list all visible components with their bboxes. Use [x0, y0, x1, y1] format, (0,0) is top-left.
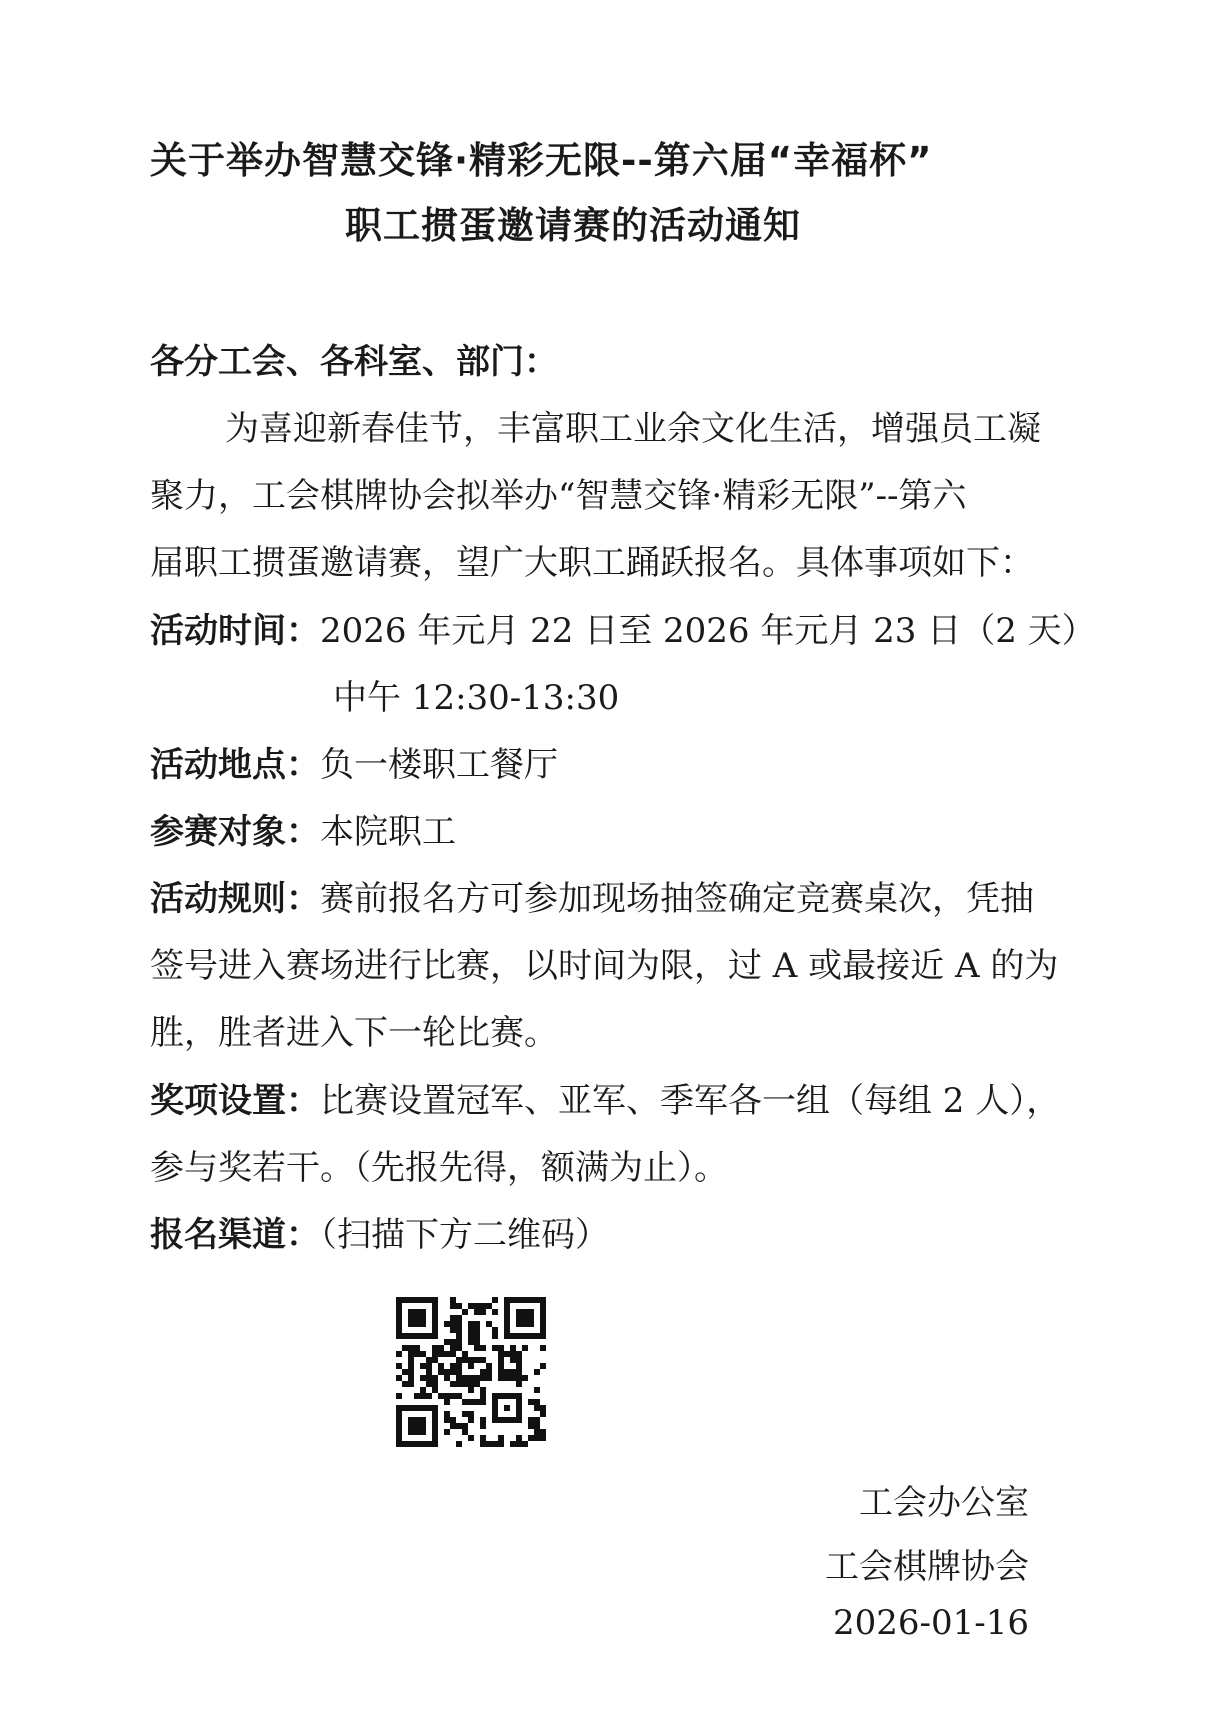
participants-label: 参赛对象：	[150, 812, 320, 852]
qr-module	[540, 1429, 546, 1435]
qr-module	[456, 1423, 462, 1429]
qr-module	[516, 1435, 522, 1441]
qr-module	[528, 1423, 534, 1429]
qr-module	[420, 1351, 426, 1357]
qr-module	[540, 1435, 546, 1441]
qr-module	[540, 1363, 546, 1369]
qr-module	[426, 1357, 432, 1363]
rules-section	[150, 866, 1100, 1067]
qr-module	[432, 1387, 438, 1393]
qr-module	[510, 1375, 516, 1381]
qr-module	[432, 1351, 438, 1357]
qr-module	[444, 1393, 450, 1399]
qr-module	[522, 1441, 528, 1447]
qr-module	[498, 1363, 504, 1369]
qr-module	[450, 1297, 456, 1303]
qr-module	[444, 1417, 450, 1423]
qr-module	[486, 1369, 492, 1375]
time-section	[150, 598, 1100, 732]
qr-module	[492, 1441, 498, 1447]
qr-module	[456, 1303, 462, 1309]
qr-module	[396, 1351, 402, 1357]
qr-module	[534, 1405, 540, 1411]
qr-module	[408, 1351, 414, 1357]
qr-module	[450, 1393, 456, 1399]
qr-module	[516, 1369, 522, 1375]
qr-module	[462, 1423, 468, 1429]
qr-module	[462, 1381, 468, 1387]
signup-label: 报名渠道：	[150, 1215, 320, 1255]
qr-module	[462, 1399, 468, 1405]
time-value-line2: 中午 12:30-13:30	[333, 678, 620, 718]
qr-module	[438, 1369, 444, 1375]
qr-module	[408, 1345, 414, 1351]
qr-module	[480, 1441, 486, 1447]
qr-module	[498, 1441, 504, 1447]
qr-module	[420, 1375, 426, 1381]
qr-module	[432, 1357, 438, 1363]
qr-module	[522, 1345, 528, 1351]
qr-module	[468, 1411, 474, 1417]
qr-module	[534, 1435, 540, 1441]
qr-module	[456, 1315, 462, 1321]
qr-module	[408, 1381, 414, 1387]
qr-module	[426, 1381, 432, 1387]
qr-module	[504, 1351, 510, 1357]
qr-module	[510, 1369, 516, 1375]
qr-module	[480, 1399, 486, 1405]
qr-module	[516, 1375, 522, 1381]
qr-module	[498, 1357, 504, 1363]
qr-module	[480, 1417, 486, 1423]
qr-module	[468, 1381, 474, 1387]
qr-module	[510, 1345, 516, 1351]
qr-module	[516, 1381, 522, 1387]
qr-module	[498, 1435, 504, 1441]
qr-module	[468, 1387, 474, 1393]
qr-module	[450, 1351, 456, 1357]
rules-label: 活动规则：	[150, 879, 320, 919]
qr-module	[474, 1399, 480, 1405]
qr-module	[474, 1303, 480, 1309]
qr-module	[438, 1345, 444, 1351]
qr-module	[492, 1327, 498, 1333]
qr-module	[456, 1441, 462, 1447]
qr-module	[474, 1327, 480, 1333]
qr-module	[468, 1321, 474, 1327]
qr-module	[426, 1375, 432, 1381]
qr-module	[402, 1345, 408, 1351]
awards-label: 奖项设置：	[150, 1081, 320, 1121]
qr-module	[438, 1393, 444, 1399]
qr-module	[492, 1333, 498, 1339]
qr-module	[480, 1393, 486, 1399]
awards-value-line1: 比赛设置冠军、亚军、季军各一组（每组 2 人），	[320, 1081, 1061, 1121]
location-section	[150, 732, 1100, 799]
qr-module	[396, 1393, 402, 1399]
qr-module	[468, 1375, 474, 1381]
qr-module	[462, 1357, 468, 1363]
intro-line-3: 届职工掼蛋邀请赛，望广大职工踊跃报名。具体事项如下：	[150, 543, 1034, 583]
qr-module	[534, 1369, 540, 1375]
qr-module	[486, 1363, 492, 1369]
qr-module	[468, 1357, 474, 1363]
qr-module	[456, 1357, 462, 1363]
participants-value: 本院职工	[320, 812, 456, 852]
qr-module	[396, 1375, 402, 1381]
intro-paragraph	[150, 396, 1100, 597]
qr-module	[438, 1363, 444, 1369]
awards-value-line2: 参与奖若干。（先报先得，额满为止）。	[150, 1148, 728, 1188]
qr-module	[516, 1357, 522, 1363]
qr-module	[534, 1423, 540, 1429]
qr-module	[474, 1333, 480, 1339]
qr-module	[474, 1339, 480, 1345]
qr-module	[426, 1369, 432, 1375]
qr-module	[450, 1303, 456, 1309]
qr-module	[438, 1351, 444, 1357]
qr-module	[414, 1345, 420, 1351]
qr-module	[474, 1375, 480, 1381]
qr-module	[486, 1375, 492, 1381]
qr-module	[444, 1321, 450, 1327]
location-value: 负一楼职工餐厅	[320, 745, 558, 785]
qr-module	[468, 1435, 474, 1441]
qr-module	[468, 1327, 474, 1333]
notice-title-line1: 关于举办智慧交锋·精彩无限--第六届“幸福杯”	[150, 139, 933, 182]
qr-module	[516, 1363, 522, 1369]
qr-module	[534, 1429, 540, 1435]
qr-module	[414, 1393, 420, 1399]
qr-module	[462, 1429, 468, 1435]
qr-module	[516, 1441, 522, 1447]
intro-line-1: 为喜迎新春佳节，丰富职工业余文化生活，增强员工凝	[225, 409, 1041, 449]
qr-module	[528, 1435, 534, 1441]
qr-module	[456, 1369, 462, 1375]
qr-module	[492, 1309, 498, 1315]
qr-module	[498, 1369, 504, 1375]
participants-section	[150, 799, 1100, 866]
qr-module	[522, 1375, 528, 1381]
qr-module	[468, 1399, 474, 1405]
qr-module	[450, 1363, 456, 1369]
qr-module	[462, 1375, 468, 1381]
qr-module	[444, 1339, 450, 1345]
signature-org1: 工会办公室	[859, 1483, 1029, 1523]
qr-module	[456, 1381, 462, 1387]
qr-module	[468, 1417, 474, 1423]
qr-module	[432, 1381, 438, 1387]
qr-module	[456, 1339, 462, 1345]
signature-date: 2026-01-16	[832, 1603, 1029, 1643]
qr-module	[486, 1303, 492, 1309]
qr-module	[408, 1369, 414, 1375]
qr-module	[498, 1345, 504, 1351]
qr-module	[426, 1393, 432, 1399]
qr-module	[474, 1309, 480, 1315]
qr-module	[456, 1333, 462, 1339]
qr-module	[450, 1417, 456, 1423]
qr-module	[510, 1441, 516, 1447]
qr-module	[408, 1357, 414, 1363]
qr-module	[504, 1369, 510, 1375]
qr-module	[450, 1339, 456, 1345]
signature-org2: 工会棋牌协会	[825, 1547, 1029, 1587]
qr-module	[480, 1369, 486, 1375]
qr-module	[444, 1351, 450, 1357]
qr-module	[426, 1363, 432, 1369]
qr-module	[396, 1363, 402, 1369]
qr-module	[480, 1357, 486, 1363]
qr-module	[498, 1375, 504, 1381]
qr-module	[444, 1411, 450, 1417]
qr-module	[402, 1381, 408, 1387]
signup-section	[150, 1202, 1100, 1269]
qr-module	[456, 1327, 462, 1333]
qr-module	[468, 1339, 474, 1345]
qr-module	[408, 1363, 414, 1369]
qr-module	[480, 1435, 486, 1441]
qr-module	[420, 1387, 426, 1393]
qr-module	[504, 1375, 510, 1381]
qr-module	[462, 1411, 468, 1417]
qr-module	[480, 1303, 486, 1309]
qr-module	[516, 1351, 522, 1357]
qr-module	[480, 1309, 486, 1315]
qr-module	[510, 1351, 516, 1357]
qr-module	[534, 1417, 540, 1423]
rules-value-line1: 赛前报名方可参加现场抽签确定竞赛桌次，凭抽	[320, 879, 1034, 919]
salutation: 各分工会、各科室、部门：	[150, 342, 558, 382]
qr-module	[456, 1393, 462, 1399]
qr-module	[408, 1375, 414, 1381]
qr-module	[456, 1345, 462, 1351]
awards-section	[150, 1068, 1100, 1202]
qr-module	[480, 1375, 486, 1381]
qr-module	[540, 1345, 546, 1351]
qr-module	[432, 1375, 438, 1381]
qr-module	[444, 1429, 450, 1435]
qr-module	[450, 1345, 456, 1351]
notice-title-line2: 职工掼蛋邀请赛的活动通知	[345, 204, 801, 247]
qr-module	[450, 1369, 456, 1375]
qr-module	[462, 1309, 468, 1315]
qr-module	[420, 1393, 426, 1399]
qr-module	[486, 1441, 492, 1447]
time-value: 2026 年元月 22 日至 2026 年元月 23 日（2 天）	[320, 611, 1096, 651]
intro-line-2: 聚力，工会棋牌协会拟举办“智慧交锋·精彩无限”--第六	[150, 476, 967, 516]
qr-module	[432, 1345, 438, 1351]
location-label: 活动地点：	[150, 745, 320, 785]
qr-module	[528, 1399, 534, 1405]
qr-module	[474, 1357, 480, 1363]
qr-module	[492, 1297, 498, 1303]
qr-module	[486, 1321, 492, 1327]
rules-value-line2: 签号进入赛场进行比赛，以时间为限，过 A 或最接近 A 的为	[150, 946, 1059, 986]
qr-module	[420, 1363, 426, 1369]
qr-module	[534, 1399, 540, 1405]
qr-module	[498, 1351, 504, 1357]
qr-module	[456, 1363, 462, 1369]
qr-code-icon[interactable]	[396, 1297, 546, 1447]
qr-module	[456, 1321, 462, 1327]
rules-value-line3: 胜，胜者进入下一轮比赛。	[150, 1013, 558, 1053]
qr-module	[414, 1351, 420, 1357]
qr-module	[450, 1315, 456, 1321]
qr-module	[474, 1321, 480, 1327]
qr-module	[480, 1387, 486, 1393]
qr-module	[444, 1399, 450, 1405]
qr-module	[450, 1381, 456, 1387]
qr-module	[480, 1423, 486, 1429]
qr-module	[450, 1321, 456, 1327]
qr-module	[540, 1405, 546, 1411]
signup-value: （扫描下方二维码）	[320, 1215, 609, 1255]
qr-module	[510, 1357, 516, 1363]
qr-module	[480, 1345, 486, 1351]
qr-module	[534, 1387, 540, 1393]
qr-module	[474, 1381, 480, 1387]
qr-module	[462, 1351, 468, 1357]
qr-module	[468, 1333, 474, 1339]
qr-module	[450, 1423, 456, 1429]
qr-module	[450, 1327, 456, 1333]
time-label: 活动时间：	[150, 611, 320, 651]
qr-module	[468, 1363, 474, 1369]
qr-module	[402, 1369, 408, 1375]
qr-module	[492, 1345, 498, 1351]
qr-module	[528, 1417, 534, 1423]
qr-module	[444, 1375, 450, 1381]
qr-module	[474, 1345, 480, 1351]
qr-module	[540, 1411, 546, 1417]
qr-module	[444, 1369, 450, 1375]
qr-module	[456, 1375, 462, 1381]
qr-module	[468, 1303, 474, 1309]
